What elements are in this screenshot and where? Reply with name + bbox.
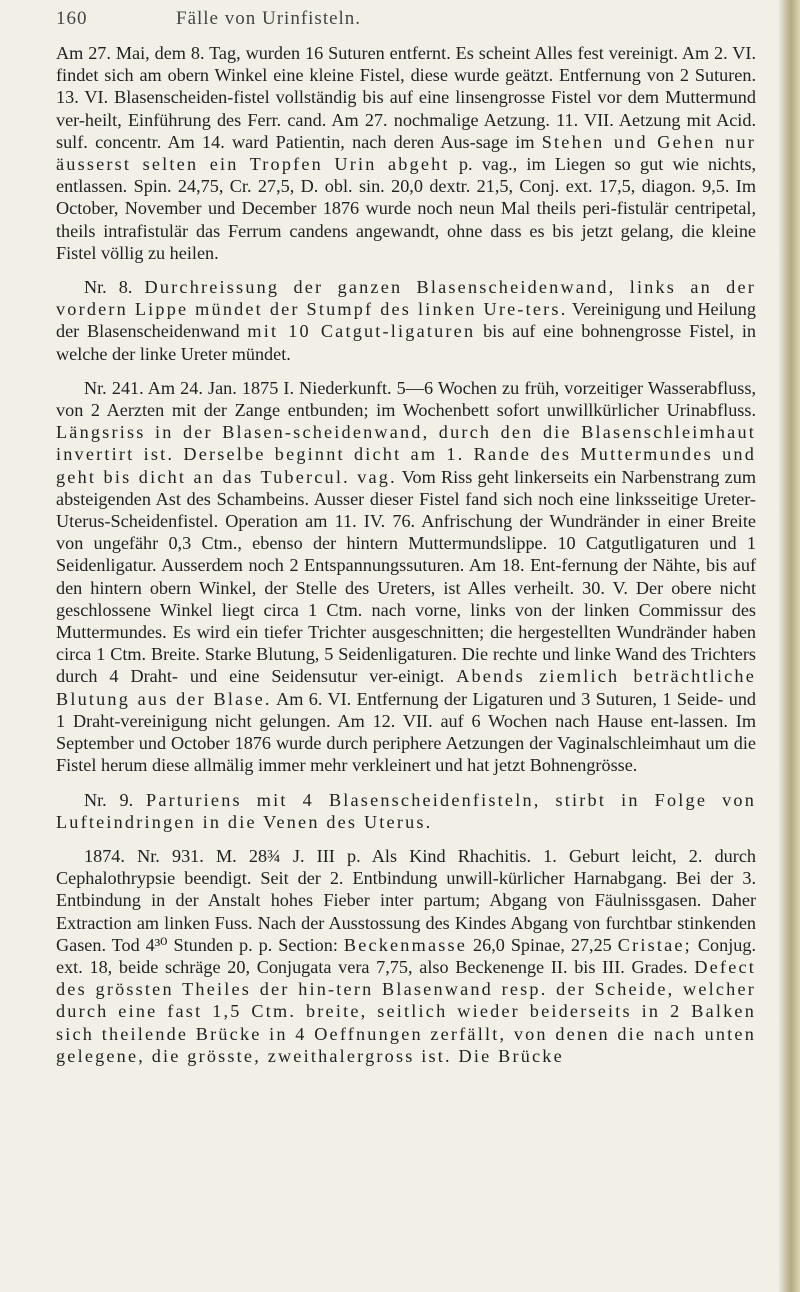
text-segment: Vereinigung und Heilung der Blasenscheidenwand — [56, 299, 756, 342]
spaced-emphasis-text: Cristae; — [617, 934, 692, 955]
book-page — [56, 8, 756, 1067]
spaced-emphasis-text: Beckenmasse — [343, 934, 468, 955]
case-report-paragraph — [56, 845, 756, 1067]
spaced-emphasis-text: Defect des grössten Theiles der hin-tern Blasenwand resp. der Scheide, welcher durch eine fast 1,5 Ctm. breite, seitlich wieder beiderseits in 2 Balken sich theilende Brücke in 4 Oeffnungen zerfällt, von denen die nach unten gelegene, die grösste, zweithalergross ist. Die Brücke — [56, 956, 756, 1066]
body-text — [56, 42, 756, 1067]
case-heading-paragraph — [56, 789, 756, 833]
text-segment: Conjug. ext. 18, beide schräge 20, Conjugata vera 7,75, also Beckenenge II. bis III. Grades. — [56, 934, 757, 977]
spaced-emphasis-text: mit 10 Catgut-ligaturen — [247, 321, 476, 342]
spaced-emphasis-text: Abends ziemlich beträchtliche Blutung aus der Blase. — [56, 666, 756, 709]
text-segment: bis auf eine bohnengrosse Fistel, in welche der linke Ureter mündet. — [56, 321, 756, 364]
running-header — [56, 8, 756, 42]
text-segment: Nr. 241. Am 24. Jan. 1875 I. Niederkunft. 5—6 Wochen zu früh, vorzeitiger Wasserabfluss, von 2 Aerzten mit der Zange entbunden; im Wochenbett sofort unwillkürlicher Urinabfluss. — [56, 377, 756, 421]
text-segment: Vom Riss geht linkerseits ein Narbenstrang zum absteigenden Ast des Schambeins. Ausser dieser Fistel fand sich noch eine linksseitige Ureter-Uterus-Scheidenfistel. Operation am 11. IV. 76. Anfrischung der Wundränder in einer Breite von ungefähr 0,3 Ctm., ebenso der hintern Muttermundslippe. 10 Catgutligaturen und 1 Seidenligatur. Ausserdem noch 2 Entspannungssuturen. Am 18. Ent-fernung der Nähte, bis auf den hintern obern Winkel, der Stelle des Ureters, ist Alles verheilt. 30. V. Der obere nicht geschlossene Winkel liegt circa 1 Ctm. nach vorne, links von der linken Commissur des Muttermundes. Es wird ein tiefer Trichter ausgeschnitten; die hergestellten Wundränder haben circa 1 Ctm. Breite. Starke Blutung, 5 Seidenligaturen. Die rechte und linke Wand des Trichters durch 4 Draht- und eine Seidensutur ver-einigt. — [56, 466, 756, 687]
spaced-emphasis-text: Parturiens mit 4 Blasenscheidenfisteln, stirbt in Folge von Lufteindringen in die Venen des Uterus. — [56, 789, 756, 832]
page-number: 160 — [56, 8, 88, 29]
page-edge — [778, 0, 800, 1292]
text-segment: Am 27. Mai, dem 8. Tag, wurden 16 Suturen entfernt. Es scheint Alles fest vereinigt. Am 2. VI. findet sich am obern Winkel eine kleine Fistel, diese wurde geätzt. Entfernung von 2 Suturen. 13. VI. Blasenscheiden-fistel vollständig bis auf eine linsengrosse Fistel vor dem Muttermund ver-heilt, Einführung des Ferr. cand. Am 27. nochmalige Aetzung. 11. VII. Aetzung mit Acid. sulf. concentr. Am 14. ward Patientin, nach deren Aus-sage im — [56, 43, 756, 152]
text-segment: Nr. 9. — [84, 789, 147, 810]
text-segment: 26,0 Spinae, 27,25 — [467, 934, 618, 955]
spaced-emphasis-text: Stehen und Gehen nur äusserst selten ein Tropfen Urin abgeht — [56, 131, 756, 175]
spaced-emphasis-text: Längsriss in der Blasen-scheidenwand, durch den die Blasenschleimhaut invertirt ist. Derselbe beginnt dicht am 1. Rande des Muttermundes und geht bis dicht an das Tubercul. vag. — [56, 422, 756, 487]
text-segment: p. vag., im Liegen so gut wie nichts, entlassen. Spin. 24,75, Cr. 27,5, D. obl. sin. 20,0 dextr. 21,5, Conj. ext. 17,5, diagon. 9,5. Im October, November und December 1876 wurde noch neun Mal theils peri-fistulär centripetal, theils intrafistulär das Ferrum candens angewandt, ohne dass es bis jetzt gelang, die kleine Fistel völlig zu heilen. — [56, 154, 757, 263]
case-heading-paragraph — [56, 276, 756, 365]
text-segment: Am 6. VI. Entfernung der Ligaturen und 3 Suturen, 1 Seide- und 1 Draht-vereinigung nicht gelungen. Am 12. VII. auf 6 Wochen nach Hause ent-lassen. Im September und October 1876 wurde durch periphere Aetzungen der Vaginalschleimhaut um die Fistel herum diese allmälig immer mehr verkleinert und hat jetzt Bohnengrösse. — [56, 688, 757, 776]
running-title: Fälle von Urinfisteln. — [176, 8, 362, 29]
text-segment: Nr. 8. — [84, 277, 145, 298]
paragraph — [56, 42, 756, 264]
text-segment: 1874. Nr. 931. M. 28¾ J. III p. Als Kind Rhachitis. 1. Geburt leicht, 2. durch Cephalothrypsie beendigt. Seit der 2. Entbindung unwill-kürlicher Harnabgang. Bei der 3. Entbindung in der Anstalt hohes Fieber inter partum; Abgang von Fäulnissgasen. Daher Extraction am linken Fuss. Nach der Ausstossung des Kindes Abgang von furchtbar stinkenden Gasen. Tod 4³⁰ Stunden p. p. Section: — [56, 845, 756, 955]
spaced-emphasis-text: Durchreissung der ganzen Blasenscheidenwand, links an der vordern Lippe mündet der Stumpf des linken Ure-ters. — [56, 277, 756, 320]
case-report-paragraph — [56, 377, 756, 777]
